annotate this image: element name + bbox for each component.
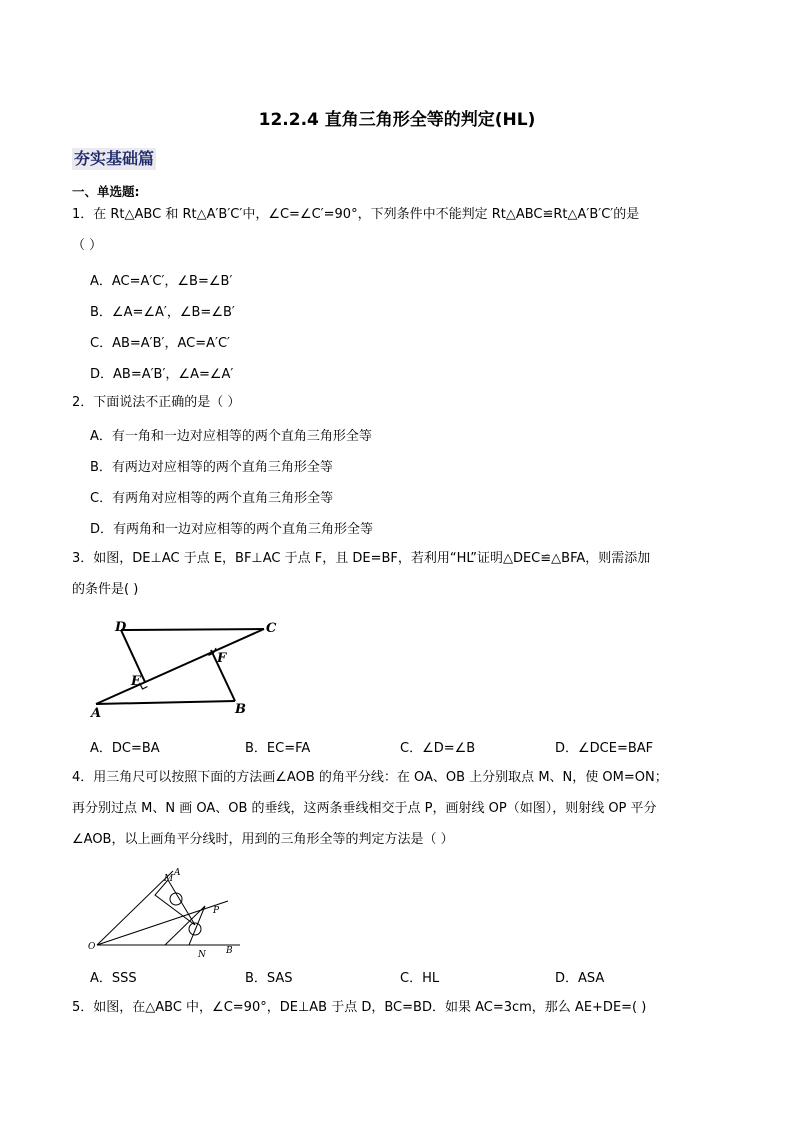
q2-stem: 2．下面说法不正确的是（ ）: [72, 395, 241, 410]
label-o: O: [88, 942, 96, 952]
label-c: C: [266, 621, 277, 636]
q4-stem-line1: 4．用三角尺可以按照下面的方法画∠AOB 的角平分线：在 OA、OB 上分别取点 M、N，使 OM=ON；: [72, 770, 668, 785]
label-m: M: [164, 874, 174, 884]
q4-figure: [85, 862, 245, 962]
q3-stem-line1: 3．如图，DE⊥AC 于点 E，BF⊥AC 于点 F，且 DE=BF，若利用“HL”证明△DEC≌△BFA，则需添加: [72, 551, 651, 566]
q3-option-d[interactable]: D．∠DCE=BAF: [555, 741, 654, 756]
q1-option-c[interactable]: C．AB=A′B′，AC=A′C′: [90, 336, 231, 351]
label-p: P: [213, 906, 220, 916]
segment-ab: [96, 701, 235, 704]
q1-option-b[interactable]: B．∠A=∠A′，∠B=∠B′: [90, 305, 235, 320]
triangle-ruler-upper: [155, 880, 195, 925]
q5-stem: 5．如图，在△ABC 中，∠C=90°，DE⊥AB 于点 D，BC=BD．如果 AC=3cm，那么 AE+DE=( ): [72, 1000, 647, 1015]
q3-option-a[interactable]: A．DC=BA: [90, 741, 160, 756]
segment-ac: [96, 629, 264, 704]
q4-option-c[interactable]: C．HL: [400, 971, 440, 986]
q2-option-d[interactable]: D．有两角和一边对应相等的两个直角三角形全等: [90, 522, 374, 537]
q1-stem-line1: 1．在 Rt△ABC 和 Rt△A′B′C′中，∠C=∠C′=90°，下列条件中不能判定 Rt△ABC≌Rt△A′B′C′的是: [72, 207, 640, 222]
label-a: A: [174, 868, 181, 878]
triangle-ruler-lower: [165, 906, 205, 945]
ray-op: [97, 901, 228, 945]
ruler-hole-upper: [170, 893, 182, 905]
q4-stem-line2: 再分别过点 M、N 画 OA、OB 的垂线，这两条垂线相交于点 P，画射线 OP（如图），则射线 OP 平分: [72, 801, 657, 816]
q2-option-b[interactable]: B．有两边对应相等的两个直角三角形全等: [90, 460, 333, 475]
ray-oa: [97, 871, 173, 945]
q4-option-d[interactable]: D．ASA: [555, 971, 605, 986]
page-title: 12.2.4 直角三角形全等的判定(HL): [258, 110, 536, 130]
label-e: E: [131, 674, 141, 689]
label-b: B: [235, 702, 246, 717]
label-f: F: [217, 651, 227, 666]
q2-option-a[interactable]: A．有一角和一边对应相等的两个直角三角形全等: [90, 429, 372, 444]
q3-figure: [85, 612, 290, 722]
q3-option-b[interactable]: B．EC=FA: [245, 741, 311, 756]
subsection-heading: 一、单选题:: [72, 184, 140, 199]
q1-option-a[interactable]: A．AC=A′C′，∠B=∠B′: [90, 274, 233, 289]
q3-option-c[interactable]: C．∠D=∠B: [400, 741, 476, 756]
label-b: B: [226, 946, 233, 956]
q4-stem-line3: ∠AOB，以上画角平分线时，用到的三角形全等的判定方法是（ ）: [72, 832, 454, 847]
q1-option-d[interactable]: D．AB=A′B′，∠A=∠A′: [90, 367, 234, 382]
label-a: A: [91, 706, 102, 721]
q4-option-a[interactable]: A．SSS: [90, 971, 137, 986]
q3-stem-line2: 的条件是( ): [72, 582, 139, 597]
q1-stem-line2: （ ）: [72, 238, 103, 253]
label-n: N: [198, 950, 206, 960]
q2-option-c[interactable]: C．有两角对应相等的两个直角三角形全等: [90, 491, 334, 506]
segment-dc: [121, 629, 264, 630]
section-tag: 夯实基础篇: [74, 149, 155, 168]
q4-option-b[interactable]: B．SAS: [245, 971, 293, 986]
label-d: D: [115, 620, 127, 635]
